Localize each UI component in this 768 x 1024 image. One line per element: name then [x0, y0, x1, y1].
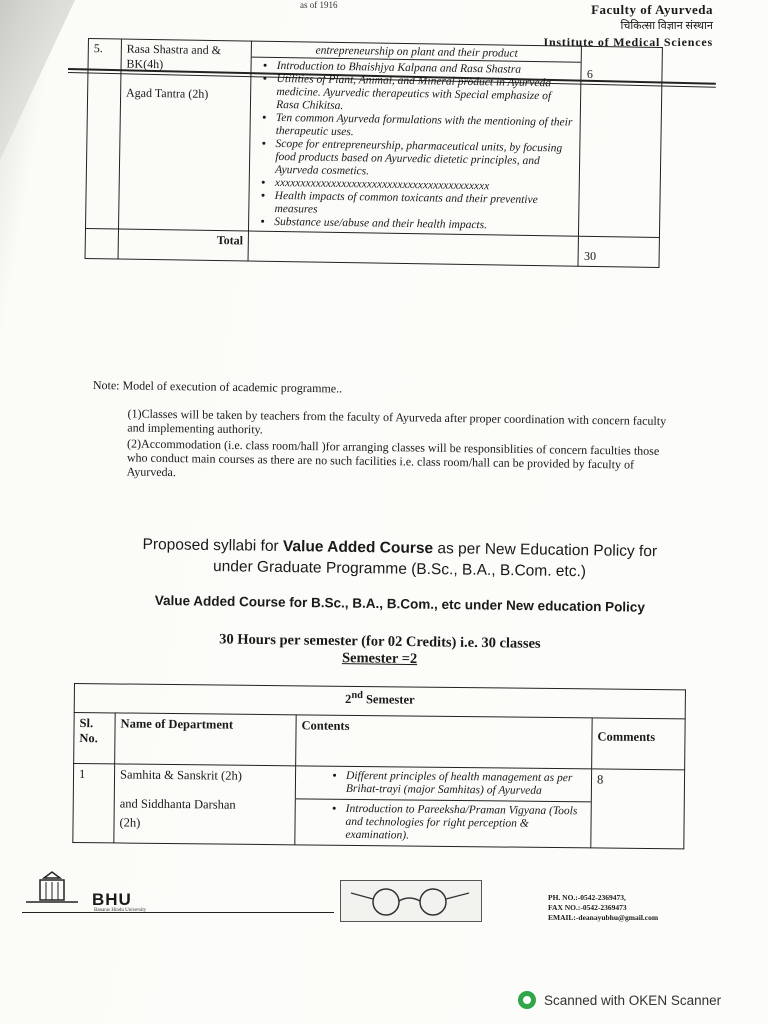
semester-table: [72, 683, 686, 849]
row-1-contents: [295, 766, 592, 848]
contents-fragment: entrepreneurship on plant and their product: [252, 44, 581, 63]
content-item: • Introduction to Bhaishjya Kalpana and Rasa Shastra: [277, 60, 576, 78]
contents-cell: [249, 41, 582, 236]
content-item: • Ten common Ayurveda formulations with the mentioning of their therapeutic uses.: [276, 112, 576, 143]
hindi-institute: चिकित्सा विज्ञान संस्थान: [620, 20, 713, 32]
scanner-label: Scanned with OKEN Scanner: [544, 992, 722, 1008]
note-points: [127, 406, 673, 486]
bhu-emblem-icon: [22, 870, 82, 910]
dept-line-1: Rasa Shastra and &: [126, 41, 222, 58]
proposal-line-2: under Graduate Programme (B.Sc., B.A., B.Com. etc.): [212, 558, 587, 581]
content-item: • Substance use/abuse and their health impacts.: [274, 216, 573, 234]
header-comments: [592, 718, 686, 770]
header-sl: [74, 713, 116, 764]
footer-contact: [548, 893, 658, 923]
content-item: • Scope for entrepreneurship, pharmaceutical units, by focusing food products based on Ayurvedic dietetic principles, and Ayurveda cosmetics.: [275, 138, 575, 182]
hours-block: [120, 630, 640, 671]
row-1-content-2: • Introduction to Pareeksha/Praman Vigyana (Tools and technologies for right perception & examination).: [345, 803, 585, 845]
row-1-number: 1: [73, 764, 115, 843]
footer-rule: [22, 912, 334, 913]
proposal-line-1-bold: Value Added Course: [282, 537, 434, 558]
row-1-comment: 8: [591, 769, 685, 849]
total-value: 30: [583, 248, 597, 264]
note-title: Note: Model of execution of academic programme..: [92, 378, 343, 396]
total-empty-cell: [85, 228, 118, 259]
contents-list: [254, 60, 576, 234]
row-1-dept-a: Samhita & Sanskrit (2h): [119, 767, 242, 783]
row-1-dept-b: and Siddhanta Darshan: [119, 796, 236, 812]
department-cell: [118, 39, 251, 231]
semester-number: 2: [344, 691, 352, 707]
hours-value: 6: [586, 66, 594, 81]
row-1-content-list-1: [296, 766, 591, 802]
header-contents: Contents: [296, 715, 593, 769]
semester-word: Semester: [362, 692, 415, 707]
semester-suffix: nd: [351, 689, 363, 702]
contact-fax: FAX NO.:-0542-2369473: [548, 903, 627, 912]
note-point-1: (1)Classes will be taken by teachers from the faculty of Ayurveda after proper coordination with concern faculty and implementing authority.: [127, 406, 667, 437]
row-1-content-list-2: [295, 799, 590, 847]
hours-cell: [579, 46, 663, 237]
content-item: • xxxxxxxxxxxxxxxxxxxxxxxxxxxxxxxxxxxxxxxxxx: [275, 177, 574, 195]
proposal-heading: [69, 533, 730, 584]
footer-stamp: [340, 880, 482, 922]
letterhead: [543, 2, 713, 50]
content-item: • Health impacts of common toxicants and their preventive measures: [274, 190, 574, 221]
institute-name: Institute of Medical Sciences: [543, 35, 713, 49]
oken-scanner-logo-icon: [518, 991, 536, 1009]
header-fragment: as of 1916: [300, 0, 338, 10]
total-label: Total: [118, 229, 249, 261]
syllabus-table-continued: [85, 38, 663, 268]
scanner-watermark: [518, 991, 721, 1009]
dept-line-3: Agad Tantra (2h): [125, 85, 209, 101]
header-sl-line-2: No.: [79, 731, 98, 746]
content-item: • Utilities of Plant, Animal, and Mineral product in Ayurveda medicine. Ayurvedic therapeutics with Special emphasize of Rasa Chikitsa.: [276, 73, 576, 117]
row-1-dept-c: (2h): [119, 815, 141, 830]
note-section: [92, 378, 673, 488]
header-sl-line-1: Sl.: [79, 716, 94, 731]
proposal-subtitle: Value Added Course for B.Sc., B.A., B.Com., etc under New education Policy: [154, 592, 645, 615]
semester-line: Semester =2: [341, 650, 418, 668]
faculty-name: Faculty of Ayurveda: [591, 2, 713, 17]
proposal-line-1-pre: Proposed syllabi for: [142, 536, 284, 555]
spectacles-stamp-icon: [341, 881, 481, 921]
total-empty-contents: [248, 231, 579, 266]
proposal-line-1-post: as per New Education Policy for: [432, 540, 658, 561]
hours-line: 30 Hours per semester (for 02 Credits) i.e. 30 classes: [219, 631, 541, 652]
header-department: Name of Department: [115, 713, 297, 766]
dept-line-2: BK(4h): [126, 56, 164, 72]
total-value-cell: [578, 236, 659, 267]
row-1-department: [114, 764, 296, 845]
bhu-logo-sub: Banaras Hindu University: [94, 908, 147, 913]
row-number: 5.: [86, 39, 122, 229]
page-fold-shadow: [0, 0, 75, 160]
note-point-2: (2)Accommodation (i.e. class room/hall )for arranging classes will be responsiblities of concern faculties those who conduct main courses as there are no such facilities i.e. class room/hall can be provided by faculty of Ayurveda.: [126, 436, 660, 480]
row-1-content-1: • Different principles of health management as per Brihat-trayi (major Samhitas) of Ayurveda: [346, 770, 586, 799]
bhu-logo-text: BHU: [92, 890, 132, 909]
header-comments-label: Comments: [597, 729, 656, 745]
contact-email: EMAIL:-deanayubhu@gmail.com: [548, 913, 659, 922]
contact-phone: PH. NO.:-0542-2369473,: [548, 893, 626, 902]
